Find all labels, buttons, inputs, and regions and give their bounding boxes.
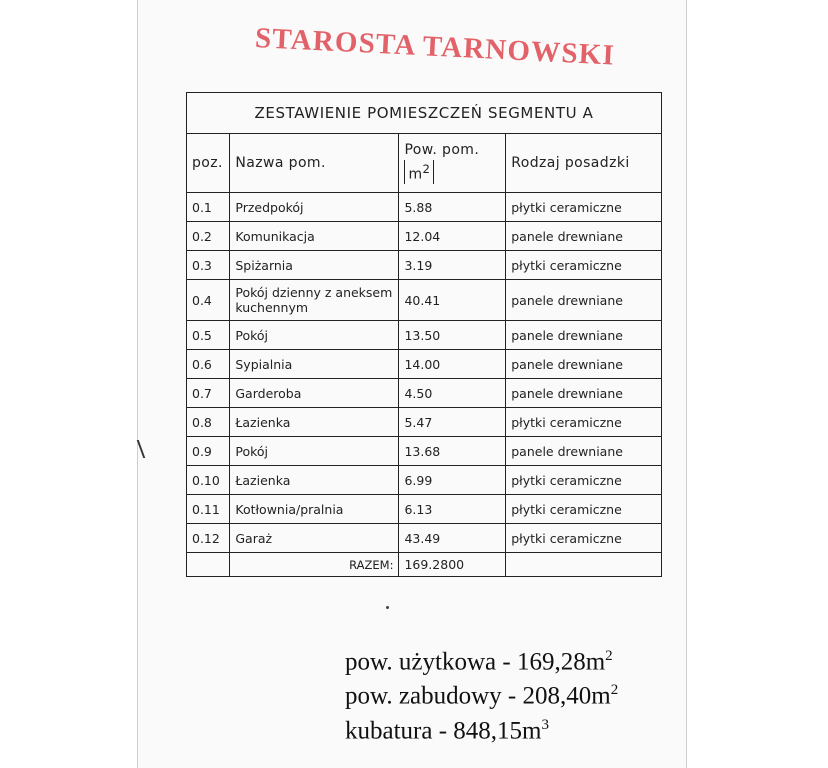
- sum-value: 169.2800: [399, 553, 506, 577]
- cell-poz: 0.5: [187, 321, 230, 350]
- table-row: [187, 524, 662, 553]
- cell-nazwa: Pokój dzienny z aneksem kuchennym: [230, 280, 399, 321]
- table-row: [187, 408, 662, 437]
- cell-posadzka: panele drewniane: [506, 222, 662, 251]
- cell-posadzka: płytki ceramiczne: [506, 193, 662, 222]
- table-row: [187, 437, 662, 466]
- cell-poz: 0.9: [187, 437, 230, 466]
- cell-nazwa: Łazienka: [230, 408, 399, 437]
- summary-zabudowy: [345, 676, 618, 710]
- cell-poz: 0.7: [187, 379, 230, 408]
- cell-nazwa: Sypialnia: [230, 350, 399, 379]
- sum-empty-cell: [506, 553, 662, 577]
- cell-pow: 4.50: [399, 379, 506, 408]
- cell-nazwa: Garderoba: [230, 379, 399, 408]
- cell-pow: 6.13: [399, 495, 506, 524]
- cell-pow: 3.19: [399, 251, 506, 280]
- cell-poz: 0.11: [187, 495, 230, 524]
- cell-poz: 0.12: [187, 524, 230, 553]
- cell-nazwa: Kotłownia/pralnia: [230, 495, 399, 524]
- cell-poz: 0.6: [187, 350, 230, 379]
- cell-posadzka: płytki ceramiczne: [506, 466, 662, 495]
- rooms-table: [186, 92, 662, 577]
- sum-empty-cell: [187, 553, 230, 577]
- cell-posadzka: panele drewniane: [506, 437, 662, 466]
- summary-uzytkowa-text: pow. użytkowa - 169,28m: [345, 648, 606, 676]
- cell-posadzka: panele drewniane: [506, 350, 662, 379]
- cell-pow: 13.50: [399, 321, 506, 350]
- summary-zabudowy-text: pow. zabudowy - 208,40m: [345, 682, 611, 710]
- cell-posadzka: płytki ceramiczne: [506, 495, 662, 524]
- stray-dot: [386, 606, 389, 609]
- cell-nazwa: Komunikacja: [230, 222, 399, 251]
- cell-nazwa: Przedpokój: [230, 193, 399, 222]
- cell-posadzka: panele drewniane: [506, 321, 662, 350]
- cell-poz: 0.8: [187, 408, 230, 437]
- summary-kubatura-exp: 3: [541, 716, 549, 733]
- header-posadzka: Rodzaj posadzki: [506, 134, 662, 193]
- unit-exp: 2: [422, 162, 431, 177]
- summary-uzytkowa: [345, 642, 618, 676]
- table-sum-row: [187, 553, 662, 577]
- header-pow-unit: [404, 160, 434, 184]
- table-row: [187, 321, 662, 350]
- cell-pow: 12.04: [399, 222, 506, 251]
- cell-pow: 13.68: [399, 437, 506, 466]
- cell-nazwa: Garaż: [230, 524, 399, 553]
- cell-nazwa: Pokój: [230, 437, 399, 466]
- table-row: [187, 350, 662, 379]
- table-row: [187, 379, 662, 408]
- summary-zabudowy-exp: 2: [610, 682, 619, 699]
- cell-pow: 5.47: [399, 408, 506, 437]
- header-poz: poz.: [187, 134, 230, 193]
- table-title-row: [187, 93, 662, 134]
- cell-posadzka: panele drewniane: [506, 280, 662, 321]
- summary-kubatura-text: kubatura - 848,15m: [345, 716, 542, 744]
- cell-pow: 40.41: [399, 280, 506, 321]
- header-nazwa: Nazwa pom.: [230, 134, 399, 193]
- cell-pow: 6.99: [399, 466, 506, 495]
- cell-poz: 0.4: [187, 280, 230, 321]
- cell-nazwa: Spiżarnia: [230, 251, 399, 280]
- cell-posadzka: płytki ceramiczne: [506, 408, 662, 437]
- table-row: [187, 251, 662, 280]
- table-row: [187, 280, 662, 321]
- cell-posadzka: płytki ceramiczne: [506, 524, 662, 553]
- table-row: [187, 466, 662, 495]
- table-row: [187, 222, 662, 251]
- cell-posadzka: płytki ceramiczne: [506, 251, 662, 280]
- cell-poz: 0.2: [187, 222, 230, 251]
- cell-nazwa: Pokój: [230, 321, 399, 350]
- cell-pow: 43.49: [399, 524, 506, 553]
- official-stamp: STAROSTA TARNOWSKI: [254, 22, 616, 72]
- cell-poz: 0.1: [187, 193, 230, 222]
- header-pow: [399, 134, 506, 193]
- table-title: ZESTAWIENIE POMIESZCZEŃ SEGMENTU A: [187, 93, 662, 134]
- cell-pow: 5.88: [399, 193, 506, 222]
- summary-kubatura: [345, 711, 618, 745]
- header-pow-label: Pow. pom.: [404, 142, 480, 159]
- table-row: [187, 495, 662, 524]
- cell-nazwa: Łazienka: [230, 466, 399, 495]
- cell-poz: 0.10: [187, 466, 230, 495]
- summary-uzytkowa-exp: 2: [605, 648, 613, 664]
- table-row: [187, 193, 662, 222]
- cell-posadzka: panele drewniane: [506, 379, 662, 408]
- table-header-row: [187, 134, 662, 193]
- unit-base: m: [408, 166, 423, 183]
- cell-pow: 14.00: [399, 350, 506, 379]
- cell-poz: 0.3: [187, 251, 230, 280]
- sum-label: RAZEM:: [230, 553, 399, 577]
- summary-block: [345, 642, 618, 745]
